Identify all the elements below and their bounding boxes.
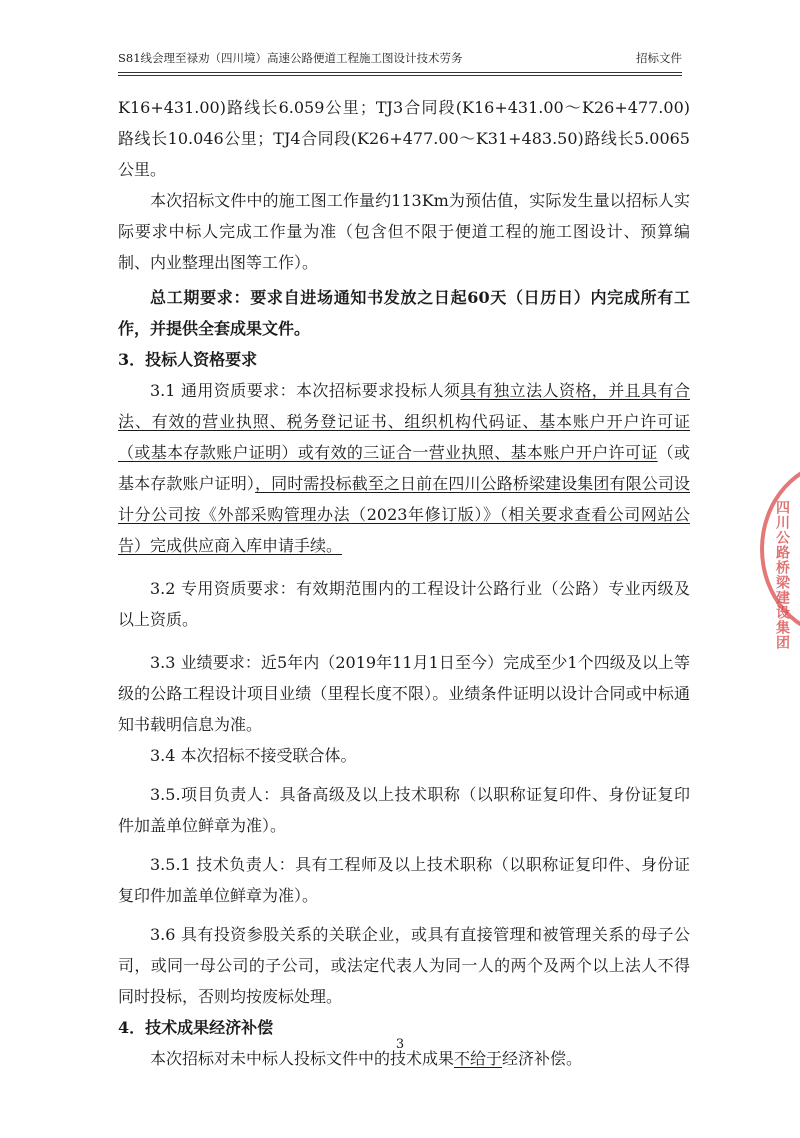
company-seal-text: 四川公路桥梁建设集团 [774, 500, 790, 650]
text-4-end: 经济补偿。 [502, 1049, 583, 1068]
paragraph-3-5: 3.5.项目负责人：具备高级及以上技术职称（以职称证复印件、身份证复印件加盖单位鲜章为准）。 [118, 785, 690, 835]
document-body [118, 92, 690, 1074]
paragraph-schedule: 总工期要求：要求自进场通知书发放之日起60天（日历日）内完成所有工作，并提供全套成果文件。 [118, 288, 690, 338]
page-number: 3 [395, 1037, 405, 1052]
paragraph-3-6: 3.6 具有投资参股关系的关联企业，或具有直接管理和被管理关系的母子公司，或同一母公司的子公司，或法定代表人为同一人的两个及两个以上法人不得同时投标，否则均按废标处理。 [118, 925, 690, 1006]
paragraph-route-lengths: K16+431.00)路线长6.059公里；TJ3合同段(K16+431.00～K26+477.00)路线长10.046公里；TJ4合同段(K26+477.00～K31+483.50)路线长5.0065公里。 [118, 98, 690, 179]
paragraph-3-4: 3.4 本次招标不接受联合体。 [150, 746, 357, 765]
paragraph-3-2: 3.2 专用资质要求：有效期范围内的工程设计公路行业（公路）专业丙级及以上资质。 [118, 579, 690, 629]
text-3-1-underlined-2: ，同时需投标截至之日前在四川公路桥梁建设集团有限公司设计分公司按《外部采购管理办法（2023年修订版）》（相关要求查看公司网站公告）完成供应商入库申请手续。 [118, 474, 690, 555]
paragraph-3-5-1: 3.5.1 技术负责人：具有工程师及以上技术职称（以职称证复印件、身份证复印件加盖单位鲜章为准）。 [118, 855, 690, 905]
section-heading-compensation: 4．技术成果经济补偿 [118, 1018, 274, 1037]
paragraph-3-3: 3.3 业绩要求：近5年内（2019年11月1日至今）完成至少1个四级及以上等级的公路工程设计项目业绩（里程长度不限）。业绩条件证明以设计合同或中标通知书载明信息为准。 [118, 653, 690, 734]
section-heading-qualification: 3．投标人资格要求 [118, 350, 258, 369]
header-label: 招标文件 [636, 51, 682, 65]
paragraph-workload: 本次招标文件中的施工图工作量约113Km为预估值，实际发生量以招标人实际要求中标人完成工作量为准（包含但不限于便道工程的施工图设计、预算编制、内业整理出图等工作）。 [118, 191, 690, 272]
page-header [118, 50, 682, 72]
header-rule-thin [118, 75, 682, 76]
text-3-1-plain: （或基本存款账户证明） [118, 443, 690, 493]
text-4-intro: 本次招标对未中标人投标文件中的技术成果 [150, 1049, 455, 1068]
text-3-1-intro: 3.1 通用资质要求：本次招标要求投标人须 [150, 381, 461, 400]
paragraph-3-1 [118, 375, 690, 561]
text-3-1-underlined: 具有独立法人资格，并且具有合法、有效的营业执照、税务登记证书、组织机构代码证、基本账户开户许可证（或基本存款账户证明）或有效的三证合一营业执照、基本账户开户许可证 [118, 381, 690, 462]
header-rule [118, 72, 682, 73]
text-4-underlined: 不给于 [454, 1049, 503, 1068]
header-title: S81线会理至禄劝（四川境）高速公路便道工程施工图设计技术劳务 [118, 51, 463, 65]
